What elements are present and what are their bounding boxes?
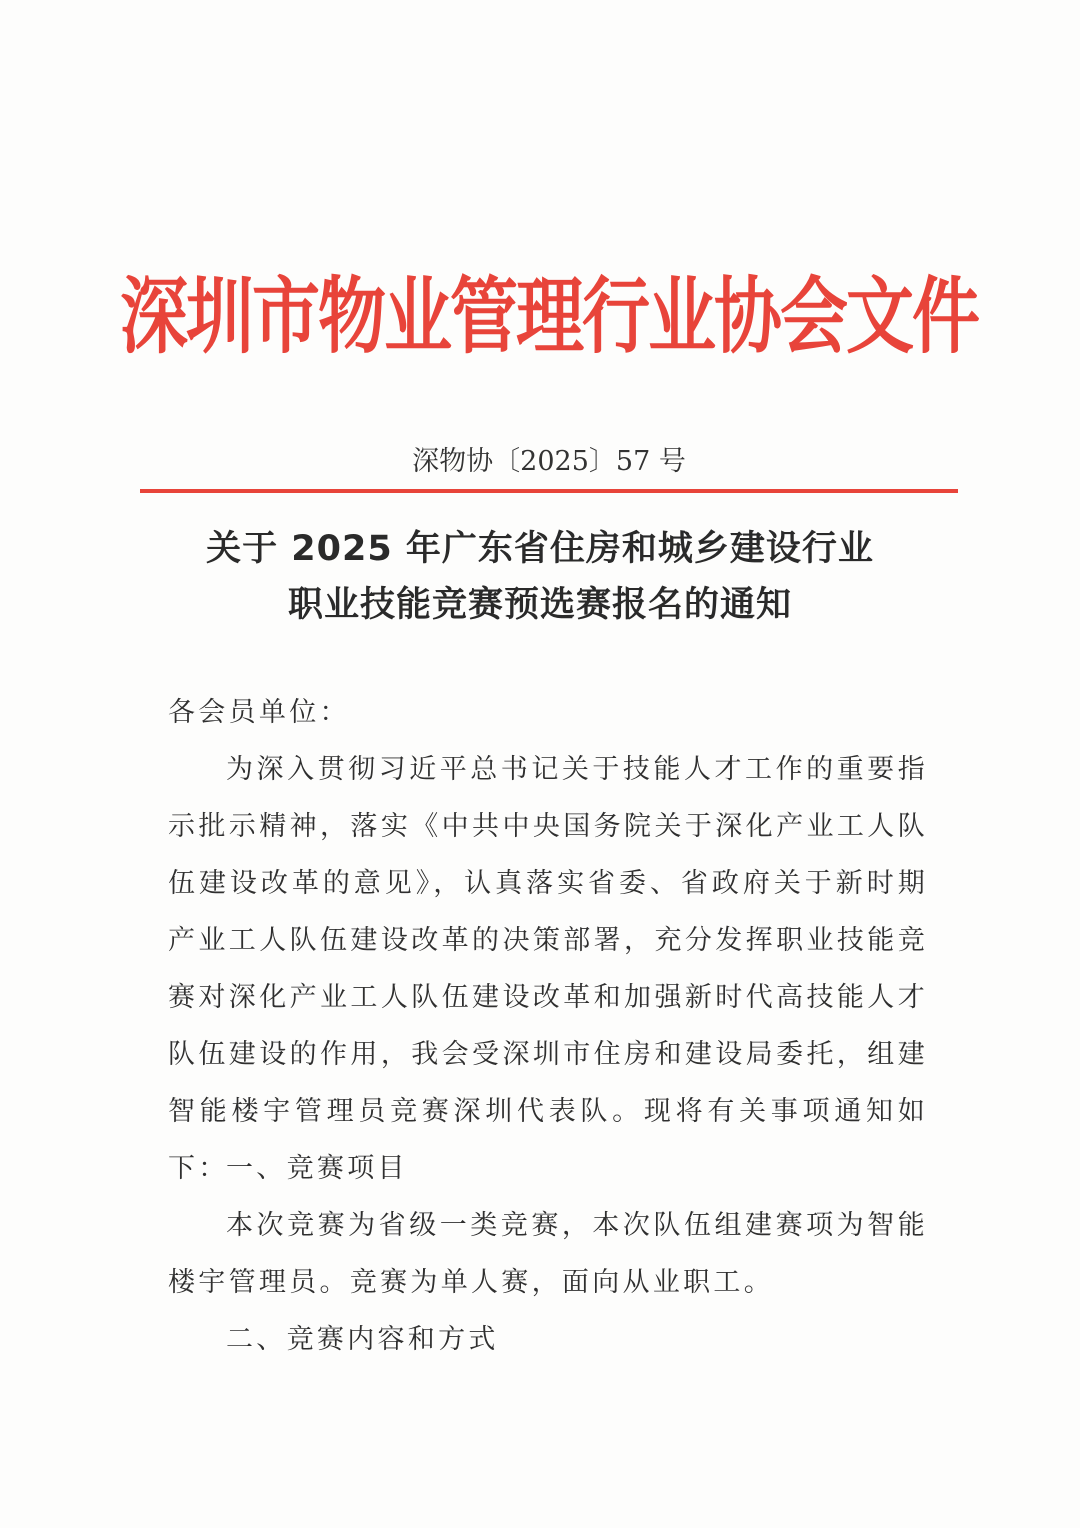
red-divider-line <box>140 489 958 493</box>
document-number: 深物协〔2025〕57 号 <box>412 446 686 477</box>
body-paragraph-2: 本次竞赛为省级一类竞赛，本次队伍组建赛项为智能楼宇管理员。竞赛为单人赛，面向从业职工。 <box>168 1210 928 1298</box>
body-paragraph-1: 为深入贯彻习近平总书记关于技能人才工作的重要指示批示精神，落实《中共中央国务院关于深化产业工人队伍建设改革的意见》，认真落实省委、省政府关于新时期产业工人队伍建设改革的决策部署，充分发挥职业技能竞赛对深化产业工人队伍建设改革和加强新时代高技能人才队伍建设的作用，我会受深圳市住房和建设局委托，组建智能楼宇管理员竞赛深圳代表队。现将有关事项通知如下： <box>168 754 928 1184</box>
masthead-title: 深圳市物业管理行业协会文件 <box>120 268 979 366</box>
section-heading-1: 一、竞赛项目 <box>226 1153 408 1184</box>
salutation: 各会员单位： <box>168 697 350 728</box>
section-heading-2: 二、竞赛内容和方式 <box>226 1324 499 1355</box>
notice-title-line-1: 关于 2025 年广东省住房和城乡建设行业 <box>206 529 874 569</box>
notice-title-line-2: 职业技能竞赛预选赛报名的通知 <box>287 585 792 625</box>
